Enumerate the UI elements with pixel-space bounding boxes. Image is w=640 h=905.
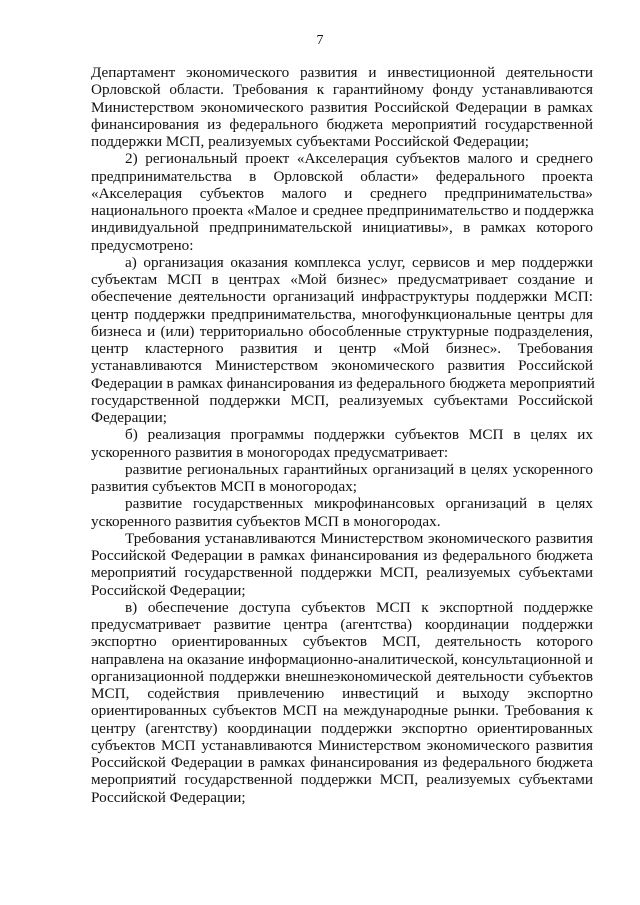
page-number: 7 bbox=[316, 33, 324, 48]
text-line: субъектов МСП устанавливаются Министерством экономического развития bbox=[91, 736, 593, 754]
text-line: финансирования из федерального бюджета мероприятий государственной bbox=[91, 115, 593, 133]
text-line: мероприятий государственной поддержки МСП, реализуемых субъектами bbox=[91, 771, 593, 789]
text-line: организационной поддержки внешнеэкономической деятельности субъектов bbox=[91, 667, 593, 685]
text-line: Федерации; bbox=[91, 409, 167, 426]
text-line: государственной поддержки МСП, реализуемых субъектами Российской bbox=[91, 391, 593, 409]
text-line: ускоренного развития субъектов МСП в моногородах. bbox=[91, 512, 441, 530]
text-line: Орловской области. Требования к гарантийному фонду устанавливаются bbox=[91, 81, 593, 99]
text-line: а) организация оказания комплекса услуг, сервисов и мер поддержки bbox=[125, 253, 593, 271]
text-line: Российской Федерации; bbox=[91, 788, 246, 806]
text-line: субъектам МСП в центрах «Мой бизнес» предусматривает создание и bbox=[91, 271, 593, 288]
text-line: развитие государственных микрофинансовых организаций в целях bbox=[125, 495, 593, 513]
text-line: центр поддержки предпринимательства, многофункциональные центры для bbox=[91, 305, 593, 323]
text-line: индивидуальной предпринимательской инициативы», в рамках которого bbox=[91, 219, 593, 237]
text-line: поддержки МСП, реализуемых субъектами Российской Федерации; bbox=[91, 133, 529, 150]
text-line: обеспечение деятельности организаций инфраструктуры поддержки МСП: bbox=[91, 288, 593, 306]
text-line: Российской Федерации в рамках финансирования из федерального бюджета bbox=[91, 547, 593, 564]
text-line: предпринимательства в Орловской области» федерального проекта bbox=[91, 167, 593, 185]
text-line: «Акселерация субъектов малого и среднего предпринимательства» bbox=[91, 184, 593, 202]
text-line: мероприятий государственной поддержки МСП, реализуемых субъектами bbox=[91, 564, 593, 582]
text-line: национального проекта «Малое и среднее предпринимательство и поддержка bbox=[91, 202, 594, 219]
text-line: Министерством экономического развития Российской Федерации в рамках bbox=[91, 98, 593, 116]
text-line: бизнеса и (или) территориально обособленные структурные подразделения, bbox=[91, 322, 593, 340]
text-line: устанавливаются Министерством экономического развития Российской bbox=[91, 357, 593, 375]
text-line: развитие региональных гарантийных организаций в целях ускоренного bbox=[125, 460, 593, 478]
text-line: направлена на оказание информационно-аналитической, консультационной и bbox=[91, 650, 593, 668]
text-line: центру (агентству) координации поддержки экспортно ориентированных bbox=[91, 719, 593, 737]
text-line: б) реализация программы поддержки субъектов МСП в целях их bbox=[125, 426, 593, 444]
text-line: ориентированных субъектов МСП на международные рынки. Требования к bbox=[91, 702, 593, 720]
document-body bbox=[91, 64, 593, 806]
text-line: центр кластерного развития и центр «Мой бизнес». Требования bbox=[91, 340, 593, 357]
text-line: Департамент экономического развития и инвестиционной деятельности bbox=[91, 64, 593, 81]
text-line: МСП, содействия привлечению инвестиций и выходу экспортно bbox=[91, 685, 593, 702]
text-line: развития субъектов МСП в моногородах; bbox=[91, 478, 358, 495]
text-line: Российской Федерации; bbox=[91, 581, 246, 599]
text-line: Российской Федерации в рамках финансирования из федерального бюджета bbox=[91, 754, 593, 771]
text-line: Федерации в рамках финансирования из федерального бюджета мероприятий bbox=[91, 374, 595, 392]
text-line: предусмотрено: bbox=[91, 236, 194, 254]
text-line: в) обеспечение доступа субъектов МСП к экспортной поддержке bbox=[125, 598, 593, 616]
text-line: ускоренного развития в моногородах предусматривает: bbox=[91, 443, 449, 461]
text-line: предусматривает развитие центра (агентства) координации поддержки bbox=[91, 616, 593, 633]
text-line: экспортно ориентированных субъектов МСП, деятельность которого bbox=[91, 633, 593, 651]
text-line: Требования устанавливаются Министерством экономического развития bbox=[125, 529, 593, 547]
text-line: 2) региональный проект «Акселерация субъектов малого и среднего bbox=[125, 150, 593, 168]
